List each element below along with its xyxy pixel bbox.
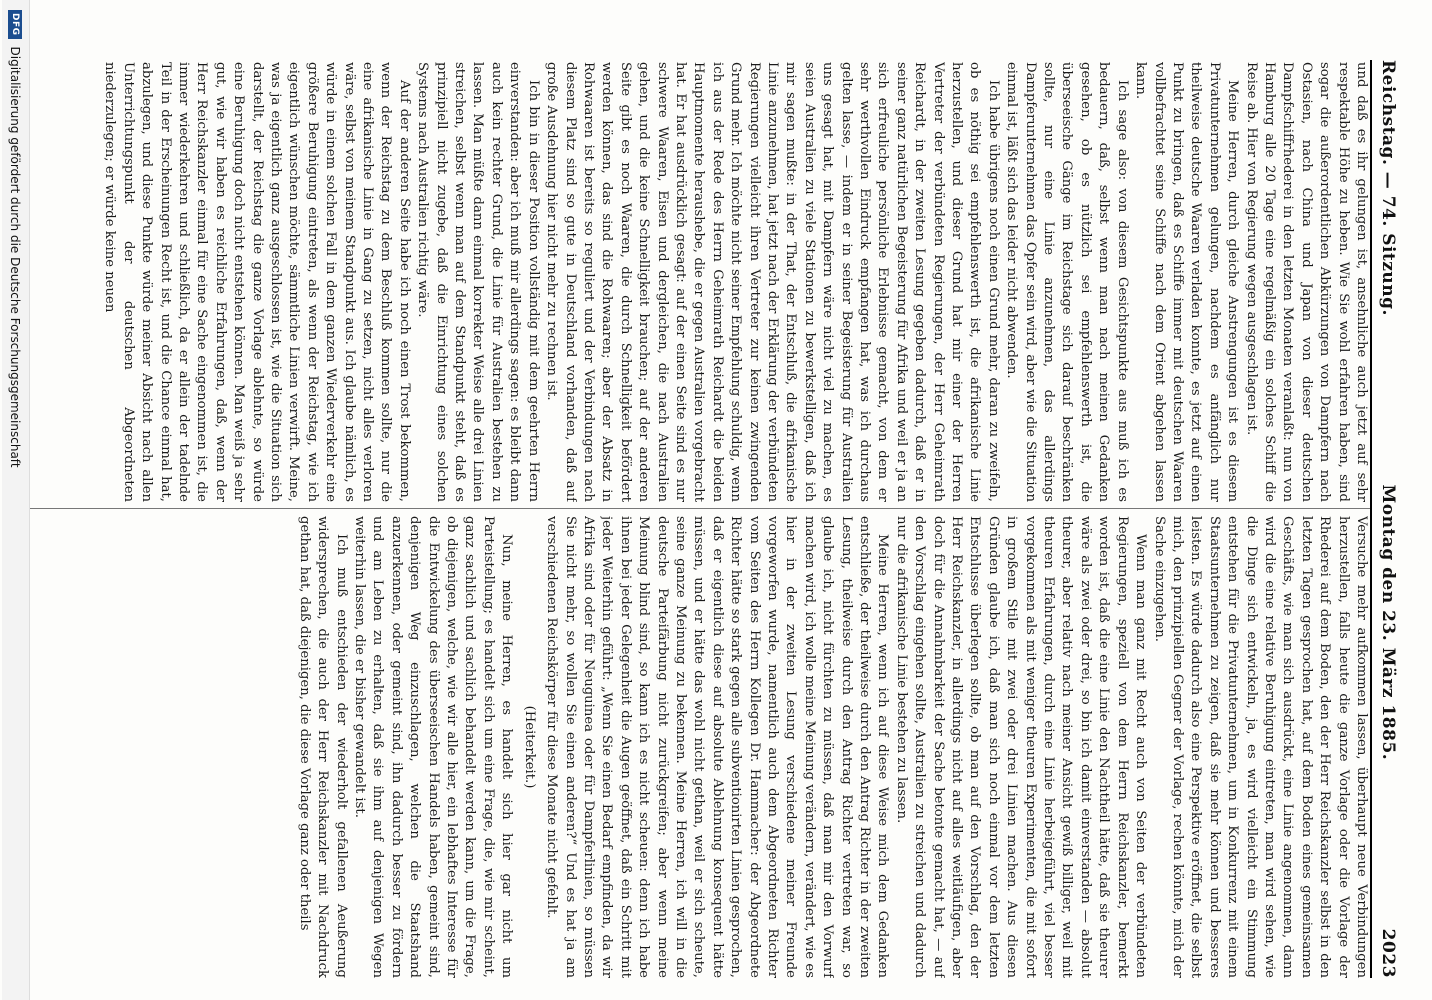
paragraph: Ich muß entschieden der wiederholt gefallenen Aeußerung widersprechen, die auch der Herr Reichskanzler mit Nachdruck gethan hat, daß diejenigen, die diese Vorlage ganz oder theils <box>296 516 349 978</box>
paragraph: und daß es ihr gelungen ist, ansehnliche auch jetzt auf sehr respektable Höhe zu heben. Wie Sie wohl erfahren haben, sind sogar die außerordentlichen Abkürzungen von Dampfern nach Ostasien, nach China und Japan von dieser deutschen Dampfschiffrhederei in den letzten Monaten veranlaßt: nun von Hamburg alle 20 Tage eine regelmäßig ein solches Schiff die Reise ab. Hier von Regierung wegen ausgeschlagen ist. <box>1243 62 1369 502</box>
paragraph: Meine Herren, wenn ich auf diese Weise mich dem Gedanken entschließe, der theilweise durch den Antrag Richter in der zweiten Lesung, theilweise durch den Antrag Richter vertreten war, so glaube ich, nicht fürchten zu müssen, daß man mir den Vorwurf machen wird, ich wolle meine Meinung verändern, verändert, wie es hier in der zweiten Lesung verschiedene meiner Freunde vorgeworfen wurde, namentlich auch dem Abgeordneten Richter vom Seiten des Herrn Kollegen Dr. Hammacher: der Abgeordnete Richter hätte so stark gegen alle subventionirten Linien gesprochen, daß er eigentlich diese auf absolute Ablehnung konsequent hätte müssen, und er hätte das wohl nicht gethan, weil er sich scheute, seine ganze Meinung zu bekennen. Meine Herren, ich will in die deutsche Parteifärbung nicht zurückgreifen; aber wenn meine Meinung blind sind, so kann ich es nicht scheuen: denn ich habe ihnen bei jeder Gelegenheit die Augen geöffnet, daß ein Schritt mit jeder Weiterhin geführt: „Wenn Sie einen Bedarf empfinden, da wir Afrika sind oder für Neuguinea oder für Dampferlinien, so müssen Sie nicht mehr, so wollen Sie einen anderen?“ Und es hat ja am verschiedenen Reichskörper für diese Monate nicht gefehlt. <box>544 516 891 978</box>
left-text-column <box>30 62 1370 502</box>
dfg-logo: DFG <box>9 10 23 39</box>
paragraph: Ich sage also: von diesem Gesichtspunkte aus muß ich es bedauern, daß, selbst wenn man nach meinen Gedanken gesehen, ob es nützlich sei empfehlenswerth ist, die überseeische Gänge im Reichstage sich darauf beschränken sollte, nur eine Linie anzunehmen, das allerdings Dampferunternehmen das Opfer sein wird, aber wie die Situation einmal ist, läßt sich das leider nicht abwenden. <box>1004 62 1130 502</box>
right-text-column <box>30 516 1370 978</box>
paragraph: Ich habe übrigens noch einen Grund mehr, daran zu zweifeln, ob es nöthig sei empfehlenswerth ist, die afrikanische Linie herzustellen, und dieser Grund hat mir einer der Herren Vertreter der verbündeten Regierungen, der Herr Geheimrath Reichardt, in der zweiten Lesung gegeben dadurch, daß er in seiner ganz natürlichen Begeisterung für Afrika und weil er ja an sich erfreuliche persönliche Erlebnisse gemacht, von dem er sehr werthvollen Eindruck empfangen hat, was ich durchaus gelten lasse, — indem er in seiner Begeisterung für Australien uns gesagt hat, mit Dampfern wäre nicht viel zu machen, es seien Australien zu viele Stationen zu bewerkstelligen, daß ich mir sagen mußte: in der That, der Entschluß, die afrikanische Linie anzunehmen, hat jetzt nach der Erklärung der verbündeten Regierungen vielleicht ihren Vertreter zur keinen zwingenden Grund mehr. Ich möchte nicht seiner Empfehlung schuldig, wenn ich aus der Rede des Herrn Geheimrath Reichardt die beiden Hauptmomente heraushebe, die er gegen Australien vorgebracht hat. Er hat ausdrücklich gesagt: auf der einen Seite sind es nur schwere Waaren, Eisen und dergleichen, die nach Australien gehen, und die keine Schnelligkeit brauchen; auf der anderen Seite gibt es noch Waaren, die durch Schnelligkeit befördert werden können, das sind die Rohwaaren; aber der Absatz in Rohwaaren ist bereits so reguliert und der Verbindungen nach diesem Platz sind so gute in Deutschland vorhanden, daß auf große Ausdehnung hier nicht mehr zu rechnen ist. <box>544 62 1001 502</box>
header-date: Montag den 23. März 1885. <box>1378 484 1398 761</box>
paragraph: Ich bin in dieser Position vollständig mit dem geehrten Herrn einverstanden: aber ich muß mir allerdings sagen: es bleibt dann auch kein rechter Grund, die Linie für Australien bestehen zu lassen. Man müßte dann einmal korrekter Weise alle drei Linien streichen, selbst wenn man auf dem Standpunkt steht, daß es prinzipiell nicht zugebe, daß die Einrichtung eines solchen Systems nach Australien richtig wäre. <box>415 62 541 502</box>
page-header <box>1370 60 1414 978</box>
credit-text: Digitalisierung gefördert durch die Deutsche Forschungsgemeinschaft <box>8 46 23 468</box>
stage-direction: (Heiterkeit.) <box>521 705 537 789</box>
paragraph: Nun, meine Herren, es handelt sich hier gar nicht um Parteistellung; es handelt sich um eine Frage, die, wie mir scheint, ganz sachlich und sachlich behandelt werden kann, um die Frage, ob diejenigen, welche, wie wir alle hier, ein lebhaftes Interesse für die Entwickelung des überseeischen Handels haben, gemeint sind, denjenigen Weg einzuschlagen, welchen die Staatshand anzuerkennen, oder gemeint sind, ihn dadurch besser zu fördern und am Leben zu erhalten, daß sie ihm auf denjenigen Wegen weiterhin lassen, die er bisher gewandelt ist. <box>352 516 515 978</box>
digitization-credit-bar <box>2 0 30 1000</box>
paragraph: Versuche mehr aufkommen lassen, überhaupt neue Verbindungen herzustellen, falls heute die ganze Vorlage oder die Vorlage der Rhederei auf dem Boden, den der Herr Reichskanzler selbst in den letzten Tagen gesprochen hat, auf dem Boden eines gemeinsamen Geschäfts, wie man sich ausdrückt, eine Linie angenommen, dann wird die eine relative Beruhigung eintreten, man wird sehen, wie die Dinge sich entwickeln, ja, es wird vielleicht ein Stimmung entstehen für die Privatunternehmen, um in Konkurrenz mit einem Staatsunternehmen zu zeigen, daß sie mehr können und besseres leisten. Es würde dadurch also eine Perspektive eröffnet, die selbst mich, den prinzipiellen Gegner der Vorlage, rechen könnte, mich der Sache einzugehen. <box>1151 516 1369 978</box>
paragraph: Auf der anderen Seite habe ich noch einen Trost bekommen, wenn der Reichstag zu dem Beschluß kommen sollte, nur die eine afrikanische Linie in Gang zu setzen, nicht alles verloren wäre, selbst von meinem Standpunkt aus. Ich glaube nämlich, es würde in einem solchen Fall in dem ganzen Wiederverkehr eine größere Beruhigung eintreten, als wenn der Reichstag, wie ich eigentlich wünschen möchte, sämmtliche Linien verwirft. Meine, was ja eigentlich ganz ausgeschlossen ist, wie die Situation sich darstellt, der Reichstag die ganze Vorlage ablehnte, so würde eine Beruhigung doch nicht entstehen können. Man weiß ja sehr gut, wie wir haben es reichliche Erfahrungen, daß, wenn der Herr Reichskanzler einmal für eine Sache eingenommen ist, die immer wiederkehren und schließlich, da er allein der tadelnde Teil in der Erscheinungen Recht ist, und die Chance einmal hat, abzulegen, und diese Punkte würde meiner Absicht nach allen Unterrichtungspunkt der deutschen Abgeordneten niederzulegen; er würde keine neuen <box>102 62 412 502</box>
paragraph: Wenn man ganz mit Recht auch von Seiten der verbündeten Regierungen, speziell von dem Herrn Reichskanzler, bemerkt worden ist, daß die eine Linie den Nachtheil hätte, daß sie theurer wäre als zwei oder drei, so bin ich damit einverstanden — absolut theurer, aber relativ nach meiner Ansicht gewiß billiger, weil mit theuren Erfahrungen, durch eine Linie herbeigeführt, viel besser vorgekommen als mit weniger theuren Experimenten, die mit sofort in großem Stile mit zwei oder drei Linien machen. Aus diesen Gründen glaube ich, daß man sich noch einmal vor dem letzten Entschlusse überlegen sollte, ob man auf den Vorschlag, den der Herr Reichskanzler, in allerdings nicht auf alles weitläufigen, aber doch für die Annahmbarkeit der Sache betonte gemacht hat, — auf den Vorschlag eingehen sollte, Australien zu streichen und dadurch nur die afrikanische Linie bestehen zu lassen. <box>893 516 1149 978</box>
column-divider <box>30 508 1370 509</box>
header-session: Reichstag. — 74. Sitzung. <box>1378 60 1398 316</box>
paragraph: Meine Herren, durch gleiche Anstrengungen ist es diesem Privatunternehmen gelungen, nachdem es anfänglich nur theilweise deutsche Waaren verladen konnte, es jetzt auf einen Punkt zu bringen, daß es Schiffe immer mit deutschen Waaren vollbefrachtet seine Schiffe nach dem Orient abgehen lassen kann. <box>1133 62 1241 502</box>
page-number: 2023 <box>1378 928 1398 978</box>
